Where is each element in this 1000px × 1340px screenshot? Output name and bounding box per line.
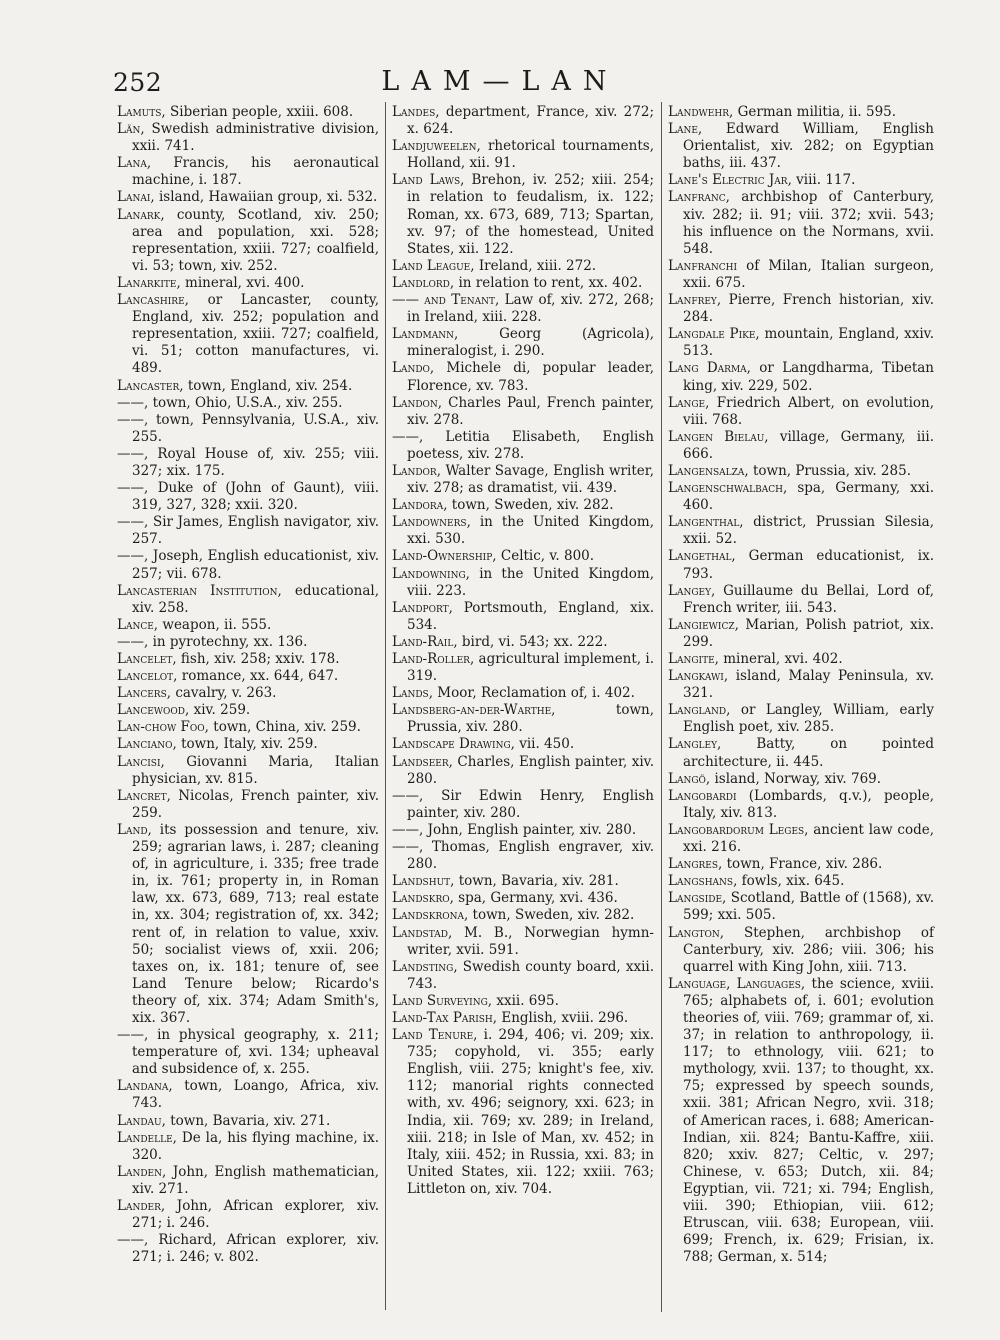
entry-references: island, Malay Peninsula, xv. 321. [683, 668, 934, 702]
index-entry [117, 617, 379, 634]
entry-references: archbishop of Canterbury, xiv. 282; ii. 91; viii. 372; xvii. 543; his influence on the Normans, xvii. 548. [683, 189, 934, 257]
entry-headword: Landowning, [392, 565, 470, 582]
index-column-2 [392, 104, 654, 1198]
index-entry [392, 429, 654, 463]
entry-references: romance, xx. 644, 647. [177, 668, 339, 685]
index-entry [668, 292, 934, 326]
entry-references: Edward William, English Orientalist, xiv. 282; on Egyptian baths, iii. 437. [683, 121, 934, 172]
entry-headword: Lancelet, [117, 651, 177, 667]
entry-headword: ——, [117, 633, 149, 650]
index-entry [392, 1027, 654, 1198]
entry-references: German militia, ii. 595. [733, 104, 897, 120]
index-entry [392, 1010, 654, 1027]
index-entry [392, 736, 654, 753]
entry-references: or Langley, William, early English poet, xiv. 285. [683, 702, 934, 736]
entry-headword: Landora, [392, 497, 448, 514]
entry-headword: Land, [117, 821, 152, 838]
entry-headword: Lands, [392, 685, 434, 702]
index-entry [117, 702, 379, 719]
entry-headword: Lang Darma, [668, 360, 751, 377]
entry-headword: ——, [117, 480, 149, 497]
entry-references: in pyrotechny, xx. 136. [148, 633, 308, 650]
entry-references: cavalry, v. 263. [171, 685, 277, 702]
index-entry [117, 668, 379, 685]
entry-headword: Landstad, [392, 924, 453, 941]
entry-headword: Land-Ownership, [392, 548, 497, 565]
entry-references: (Lombards, q.v.), people, Italy, xiv. 813. [683, 787, 934, 821]
index-entry [392, 822, 654, 839]
entry-references: town, England, xiv. 254. [183, 377, 353, 394]
entry-references: educational, xiv. 258. [132, 582, 379, 616]
index-entry [117, 788, 379, 822]
entry-references: Thomas, English engraver, xiv. 280. [407, 839, 654, 873]
entry-references: Guillaume du Bellai, Lord of, French writer, iii. 543. [683, 582, 934, 616]
entry-headword: Lando, [392, 360, 435, 377]
entry-headword: Landau, [117, 1112, 166, 1129]
entry-headword: Landjuweelen, [392, 138, 481, 155]
entry-references: i. 294, 406; vi. 209; xix. 735; copyhold, vi. 355; early English, viii. 275; knight's fee, xiv. 112; manorial rights connected with, xv. 496; seignory, xxi. 623; in India, xii. 769; xv. 289; in Ireland, xiii. 218; in Isle of Man, xv. 452; in Italy, xiii. 452; in Russia, xxi. 83; in United States, xii. 122; xxiii. 763; Littleton on, xiv. 704. [407, 1027, 654, 1197]
entry-references: the science, xviii. 765; alphabets of, i. 601; evolution theories of, viii. 769; grammar of, xi. 37; in relation to anthropology, ii. 117; to ethnology, viii. 621; to mythology, xvii. 137; to thought, xx. 75; expressed by speech sounds, xxii. 381; African Negro, xvii. 318; of American races, i. 688; American-Indian, xii. 824; Bantu-Kaffre, xiii. 820; xxiv. 827; Celtic, v. 297; Chinese, v. 653; Dutch, xii. 84; Egyptian, vii. 721; xi. 794; English, viii. 390; Ethiopian, viii. 612; Etruscan, viii. 638; European, viii. 699; French, ix. 629; Frisian, ix. 788; German, x. 514; [683, 975, 934, 1266]
index-entry [117, 480, 379, 514]
entry-headword: Lanfranc, [668, 189, 730, 206]
entry-references: Joseph, English educationist, xiv. 257; vii. 678. [132, 548, 379, 582]
entry-references: town, Prussia, xiv. 285. [748, 462, 911, 479]
entry-headword: Langey, [668, 582, 716, 599]
entry-headword: Lana, [117, 155, 152, 172]
entry-references: Walter Savage, English writer, xiv. 278; as dramatist, vii. 439. [407, 462, 654, 497]
entry-headword: ——, [117, 411, 149, 428]
entry-headword: Landseer, [392, 753, 453, 770]
entry-headword: Lance, [117, 616, 159, 633]
entry-references: Francis, his aeronautical machine, i. 187. [132, 155, 379, 189]
entry-headword: Langley, [668, 736, 722, 753]
entry-references: mineral, xvi. 400. [180, 274, 305, 291]
entry-references: or Langdharma, Tibetan king, xiv. 229, 502. [683, 360, 934, 394]
index-entry [117, 446, 379, 480]
column-divider [385, 102, 386, 1310]
entry-references: Portsmouth, England, xix. 534. [407, 599, 654, 633]
entry-references: town, Pennsylvania, U.S.A., xiv. 255. [132, 411, 379, 445]
index-entry [392, 138, 654, 172]
entry-headword: Land-Rail, [392, 633, 458, 650]
index-entry [668, 788, 934, 822]
entry-references: John, English mathematician, xiv. 271. [132, 1163, 379, 1197]
index-entry [392, 702, 654, 736]
index-entry [392, 172, 654, 257]
index-entry [392, 395, 654, 429]
entry-headword: Langside, [668, 890, 727, 907]
entry-references: town, Prussia, xiv. 280. [407, 702, 654, 736]
index-entry [117, 736, 379, 753]
entry-headword: Lancasterian Institution, [117, 582, 282, 599]
index-entry [117, 155, 379, 189]
index-entry [392, 514, 654, 548]
index-entry [392, 993, 654, 1010]
index-entry [117, 292, 379, 377]
entry-references: Moor, Reclamation of, i. 402. [433, 685, 635, 702]
entry-headword: Langenthal, [668, 514, 744, 531]
entry-references: county, Scotland, xiv. 250; area and population, xxi. 528; representation, xxiii. 727; coalfield, vi. 53; town, xiv. 252. [132, 206, 379, 274]
index-entry [668, 121, 934, 172]
index-entry [392, 258, 654, 275]
index-entry [117, 651, 379, 668]
index-entry [392, 788, 654, 822]
entry-headword: Land Tenure, [392, 1027, 478, 1044]
entry-headword: Lancisi, [117, 753, 165, 770]
entry-headword: Landport, [392, 599, 453, 616]
index-entry [392, 463, 654, 497]
entry-references: Law of, xiv. 272, 268; in Ireland, xiii. 228. [407, 292, 654, 326]
entry-headword: Langshans, [668, 873, 738, 890]
index-entry [668, 617, 934, 651]
index-column-3 [668, 104, 934, 1266]
index-entry [117, 378, 379, 395]
index-entry [117, 412, 379, 446]
entry-references: town, Bavaria, xiv. 281. [454, 873, 619, 890]
entry-references: village, Germany, iii. 666. [683, 428, 934, 462]
entry-references: M. B., Norwegian hymn-writer, xvii. 591. [407, 924, 654, 958]
index-entry [117, 207, 379, 275]
entry-references: spa, Germany, xvi. 436. [453, 890, 618, 907]
entry-references: John, English painter, xiv. 280. [423, 821, 637, 838]
entry-headword: Land Laws, [392, 172, 465, 189]
entry-references: John, African explorer, xiv. 271; i. 246. [132, 1198, 379, 1232]
entry-headword: ——, [392, 839, 424, 856]
entry-references: town, France, xiv. 286. [722, 856, 883, 873]
index-entry [117, 189, 379, 206]
entry-references: Nicolas, French painter, xiv. 259. [132, 787, 379, 821]
entry-references: town, Sweden, xiv. 282. [468, 907, 635, 924]
entry-headword: ——, [117, 514, 149, 531]
entry-references: bird, vi. 543; xx. 222. [457, 633, 608, 650]
index-entry [668, 429, 934, 463]
entry-references: xxii. 695. [492, 992, 559, 1009]
index-entry [117, 121, 379, 155]
entry-headword: Lanarkite, [117, 274, 181, 291]
entry-headword: ——, [117, 445, 149, 462]
entry-headword: Langenschwalbach, [668, 480, 788, 497]
entry-references: Siberian people, xxiii. 608. [165, 104, 354, 120]
entry-headword: Län, [117, 121, 145, 138]
entry-references: or Lancaster, county, England, xiv. 252; population and representation, xxiii. 727; coalfield, vi. 51; cotton manufactures, vi. 489. [132, 292, 379, 377]
entry-references: Batty, on pointed architecture, ii. 445. [683, 736, 934, 770]
index-entry [117, 754, 379, 788]
index-entry [117, 634, 379, 651]
index-entry [668, 822, 934, 856]
entry-headword: Langobardi [668, 787, 737, 804]
entry-references: Swedish administrative division, xxii. 741. [132, 121, 379, 155]
entry-headword: ——, [117, 548, 149, 565]
entry-references: town, Loango, Africa, xiv. 743. [132, 1078, 379, 1112]
index-entry [117, 1027, 379, 1078]
entry-references: of Milan, Italian surgeon, xxii. 675. [683, 257, 934, 291]
entry-headword: Landshut, [392, 873, 455, 890]
index-entry [668, 668, 934, 702]
entry-references: Pierre, French historian, xiv. 284. [683, 292, 934, 326]
entry-references: its possession and tenure, xiv. 259; agrarian laws, i. 287; cleaning of, in agriculture, i. 335; free trade in, ix. 761; property in, in Roman law, xx. 673, 689, 713; real estate in, xx. 304; registration of, xx. 342; rent of, in relation to value, xxiv. 50; socialist views of, xxii. 206; taxes on, ix. 181; tenure of, see Land Tenure below; Ricardo's theory of, xix. 374; Adam Smith's, xix. 367. [132, 821, 379, 1026]
entry-headword: Lan-chow Foo, [117, 719, 209, 736]
entry-headword: Langen Bielau, [668, 428, 769, 445]
entry-references: agricultural implement, i. 319. [407, 651, 654, 685]
entry-headword: Landana, [117, 1078, 173, 1095]
entry-references: weapon, ii. 555. [158, 616, 272, 633]
index-entry [668, 360, 934, 394]
entry-headword: Langres, [668, 856, 723, 873]
entry-headword: Landsting, [392, 958, 458, 975]
index-entry [668, 976, 934, 1267]
index-entry [117, 275, 379, 292]
entry-headword: Lanark, [117, 206, 165, 223]
index-entry [117, 1130, 379, 1164]
index-entry [117, 104, 379, 121]
entry-headword: Langensalza, [668, 462, 749, 479]
entry-references: Charles, English painter, xiv. 280. [407, 753, 654, 787]
entry-references: viii. 117. [791, 172, 856, 189]
entry-references: town, Ohio, U.S.A., xiv. 255. [148, 394, 343, 411]
index-entry [392, 360, 654, 394]
entry-headword: Lancashire, [117, 292, 189, 309]
index-entry [392, 651, 654, 685]
entry-headword: Landwehr, [668, 104, 734, 120]
entry-references: Georg (Agricola), mineralogist, i. 290. [407, 326, 654, 360]
entry-references: xiv. 259. [189, 702, 251, 719]
index-entry [392, 566, 654, 600]
entry-headword: Lander, [117, 1198, 166, 1214]
index-entry [392, 839, 654, 873]
index-entry [668, 702, 934, 736]
entry-headword: Langobardorum Leges, [668, 821, 809, 838]
index-entry [668, 771, 934, 788]
entry-references: in physical geography, x. 211; temperature of, xvi. 134; upheaval and subsidence of, x. 255. [132, 1027, 379, 1078]
entry-references: Giovanni Maria, Italian physician, xv. 815. [132, 753, 379, 787]
entry-headword: Lancret, [117, 787, 171, 804]
entry-headword: Land-Tax Parish, [392, 1009, 498, 1026]
index-entry [668, 395, 934, 429]
entry-headword: ——, [392, 821, 424, 838]
entry-headword: Landskro, [392, 890, 454, 907]
page-number: 252 [113, 68, 163, 97]
entry-references: ancient law code, xxi. 216. [683, 821, 935, 856]
index-entry [117, 1113, 379, 1130]
index-entry [392, 275, 654, 292]
entry-references: Letitia Elisabeth, English poetess, xiv. 278. [407, 428, 654, 462]
index-entry [392, 104, 654, 138]
column-divider [661, 102, 662, 1312]
entry-headword: Land-Roller, [392, 651, 475, 667]
entry-headword: Landen, [117, 1163, 167, 1180]
entry-references: fish, xiv. 258; xxiv. 178. [176, 651, 340, 667]
entry-references: Brehon, iv. 252; xiii. 254; in relation to feudalism, ix. 122; Roman, xx. 673, 689, 713; Spartan, xv. 97; of the homestead, United States, xii. 122. [407, 172, 654, 257]
index-entry [392, 873, 654, 890]
entry-headword: Lanfrey, [668, 292, 722, 309]
entry-headword: Langö, [668, 770, 711, 787]
entry-headword: Landor, [392, 462, 442, 479]
index-entry [668, 873, 934, 890]
entry-references: vii. 450. [514, 736, 575, 753]
entry-references: mountain, England, xxiv. 513. [683, 326, 935, 360]
entry-headword: Lamuts, [117, 104, 166, 120]
entry-headword: Langdale Pike, [668, 326, 760, 343]
entry-references: town, Sweden, xiv. 282. [447, 497, 614, 514]
entry-references: island, Hawaiian group, xi. 532. [154, 189, 378, 206]
index-entry [117, 1198, 379, 1232]
index-entry [668, 925, 934, 976]
entry-headword: Landelle, [117, 1129, 177, 1146]
entry-references: Charles Paul, French painter, xiv. 278. [407, 394, 654, 428]
index-entry [668, 514, 934, 548]
entry-references: Richard, African explorer, xiv. 271; i. 246; v. 802. [132, 1232, 379, 1266]
index-entry [668, 583, 934, 617]
entry-references: English, xviii. 296. [497, 1009, 629, 1026]
entry-headword: Landsberg-an-der-Warthe, [392, 702, 556, 719]
entry-headword: Langland, [668, 702, 731, 719]
entry-headword: Lane's Electric Jar, [668, 172, 792, 189]
entry-headword: Langton, [668, 924, 725, 941]
entry-references: German educationist, ix. 793. [683, 548, 934, 582]
entry-headword: Langethal, [668, 548, 736, 565]
index-entry [392, 497, 654, 514]
entry-headword: ——, [117, 394, 149, 411]
entry-references: Royal House of, xiv. 255; viii. 327; xix. 175. [132, 445, 379, 479]
entry-headword: Landlord, [392, 274, 455, 291]
entry-references: fowls, xix. 645. [737, 873, 845, 890]
index-entry [668, 189, 934, 257]
index-entry [668, 890, 934, 924]
entry-references: town, Italy, xiv. 259. [176, 736, 318, 753]
entry-references: town, China, xiv. 259. [208, 719, 361, 736]
entry-headword: Lanciano, [117, 736, 177, 753]
index-entry [668, 480, 934, 514]
entry-headword: Landmann, [392, 326, 459, 343]
index-entry [117, 1232, 379, 1266]
index-entry [392, 754, 654, 788]
entry-references: Michele di, popular leader, Florence, xv. 783. [407, 360, 654, 394]
entry-references: department, France, xiv. 272; x. 624. [407, 104, 654, 138]
entry-references: Friedrich Albert, on evolution, viii. 768. [683, 394, 934, 428]
entry-headword: Landowners, [392, 514, 471, 531]
entry-headword: Lancelot, [117, 668, 178, 685]
entry-headword: Lancers, [117, 685, 172, 702]
index-entry [117, 822, 379, 1027]
index-entry [117, 685, 379, 702]
entry-headword: Landskrona, [392, 907, 469, 924]
entry-headword: Langiewicz, [668, 616, 739, 633]
entry-references: Sir James, English navigator, xiv. 257. [132, 514, 379, 548]
index-entry [392, 925, 654, 959]
entry-references: mineral, xvi. 402. [718, 651, 843, 667]
entry-headword: ——, [117, 1232, 149, 1249]
index-column-1 [117, 104, 379, 1266]
index-entry [668, 172, 934, 189]
entry-references: island, Norway, xiv. 769. [710, 770, 882, 787]
entry-references: town, Bavaria, xiv. 271. [165, 1112, 331, 1129]
entry-headword: ——, [392, 428, 424, 445]
index-entry [668, 736, 934, 770]
entry-headword: Lanai, [117, 189, 155, 206]
entry-headword: Landscape Drawing, [392, 736, 515, 753]
entry-references: Scotland, Battle of (1568), xv. 599; xxi. 505. [683, 890, 934, 924]
entry-references: Celtic, v. 800. [496, 548, 595, 565]
index-entry [668, 463, 934, 480]
index-entry [392, 292, 654, 326]
index-entry [117, 548, 379, 582]
index-entry [668, 651, 934, 668]
entry-headword: —— and Tenant, [392, 292, 500, 309]
entry-headword: Lancewood, [117, 702, 190, 719]
index-entry [117, 583, 379, 617]
entry-references: De la, his flying machine, ix. 320. [132, 1129, 379, 1163]
index-entry [668, 548, 934, 582]
running-head: LAM—LAN [381, 66, 619, 97]
entry-references: district, Prussian Silesia, xxii. 52. [683, 514, 934, 548]
entry-references: in the United Kingdom, viii. 223. [407, 565, 654, 599]
entry-headword: Land Surveying, [392, 992, 493, 1009]
entry-references: rhetorical tournaments, Holland, xii. 91. [407, 138, 654, 172]
index-entry [117, 1078, 379, 1112]
entry-headword: Lane, [668, 121, 703, 138]
entry-headword: Langite, [668, 651, 719, 667]
entry-headword: Language, Languages, [668, 975, 806, 992]
entry-references: Swedish county board, xxii. 743. [407, 958, 654, 992]
index-entry [392, 959, 654, 993]
entry-headword: Langkawi, [668, 668, 729, 685]
index-entry [668, 856, 934, 873]
index-entry [392, 600, 654, 634]
index-entry [117, 395, 379, 412]
entry-headword: Landes, [392, 104, 440, 120]
index-entry [392, 685, 654, 702]
entry-references: in relation to rent, xx. 402. [454, 274, 643, 291]
entry-references: Sir Edwin Henry, English painter, xiv. 280. [407, 787, 654, 821]
entry-headword: ——, [392, 787, 424, 804]
index-entry [117, 719, 379, 736]
entry-headword: Lange, [668, 394, 710, 411]
index-entry [117, 1164, 379, 1198]
entry-references: in the United Kingdom, xxi. 530. [407, 514, 654, 548]
entry-headword: Lanfranchi [668, 257, 738, 274]
index-entry [392, 326, 654, 360]
entry-headword: Lancaster, [117, 377, 184, 394]
index-entry [668, 258, 934, 292]
index-entry [392, 907, 654, 924]
entry-references: Marian, Polish patriot, xix. 299. [683, 616, 934, 650]
entry-references: spa, Germany, xxi. 460. [683, 480, 934, 514]
entry-headword: Land League, [392, 257, 475, 274]
index-entry [392, 634, 654, 651]
entry-headword: Landon, [392, 394, 443, 411]
index-entry [668, 326, 934, 360]
entry-references: Ireland, xiii. 272. [474, 257, 597, 274]
entry-references: Duke of (John of Gaunt), viii. 319, 327, 328; xxii. 320. [132, 480, 379, 514]
index-entry [668, 104, 934, 121]
index-entry [392, 548, 654, 565]
entry-headword: ——, [117, 1027, 149, 1044]
entry-references: Stephen, archbishop of Canterbury, xiv. 286; viii. 306; his quarrel with King John, xiii. 713. [683, 924, 934, 975]
index-entry [117, 514, 379, 548]
index-entry [392, 890, 654, 907]
